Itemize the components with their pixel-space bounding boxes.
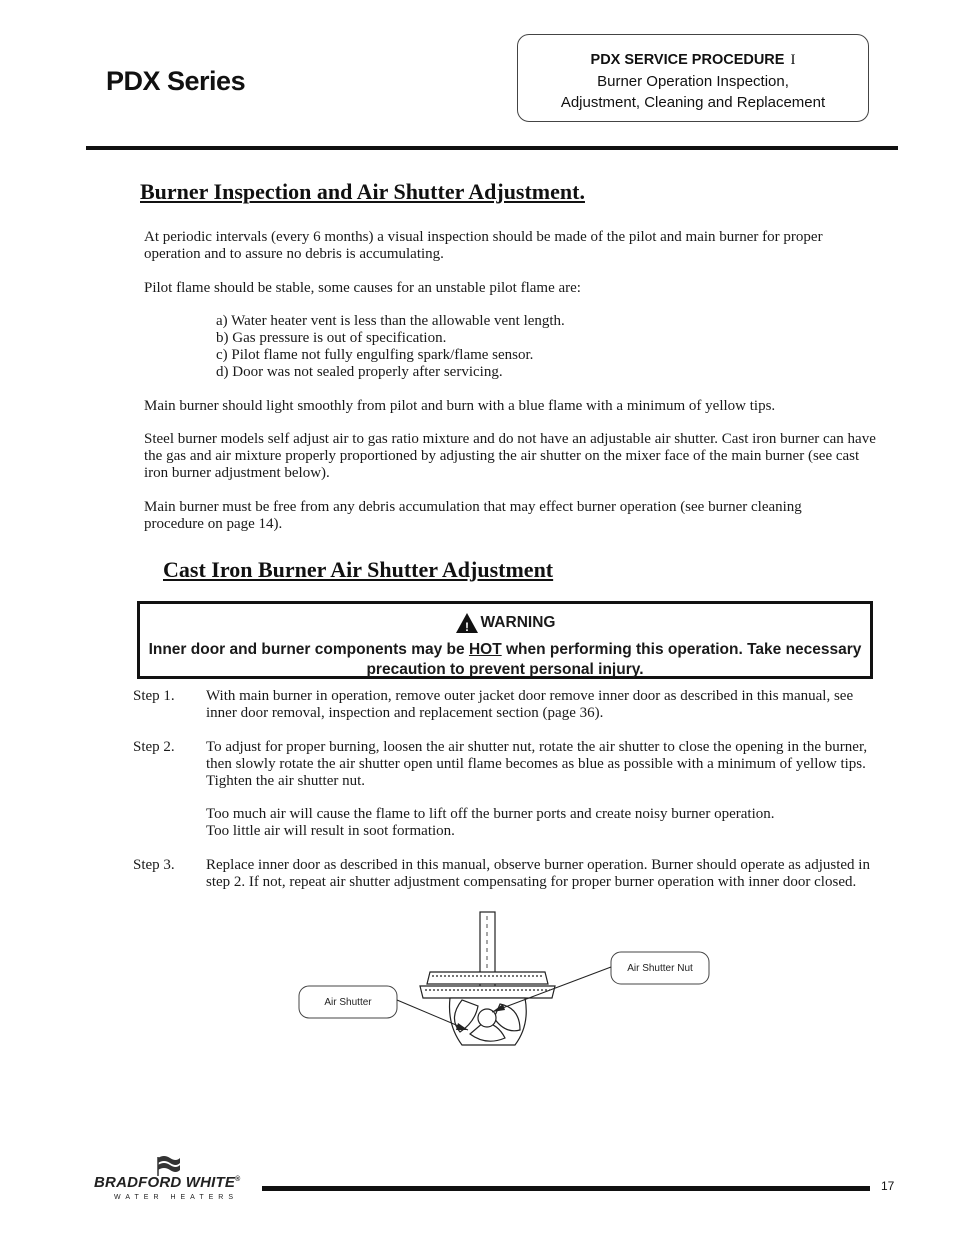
brand-name: BRADFORD WHITE® bbox=[94, 1174, 241, 1191]
step-label: Step 1. bbox=[133, 688, 175, 704]
procedure-box bbox=[517, 34, 869, 122]
warning-text-after: when performing this operation. Take necessary precaution to prevent personal injury. bbox=[366, 641, 862, 678]
header-rule bbox=[86, 146, 898, 150]
burner-drawing bbox=[420, 912, 555, 1045]
paragraph-debris: Main burner must be free from any debris accumulation that may effect burner operation (see burner cleaning procedure on page 14). bbox=[144, 499, 802, 532]
procedure-line1: Burner Operation Inspection, bbox=[597, 73, 789, 90]
paragraph-pilot: Pilot flame should be stable, some causes for an unstable pilot flame are: bbox=[144, 280, 581, 296]
section-heading-inspection: Burner Inspection and Air Shutter Adjustment. bbox=[140, 179, 585, 204]
step-label: Step 2. bbox=[133, 739, 175, 755]
procedure-line2: Adjustment, Cleaning and Replacement bbox=[560, 94, 826, 111]
warning-triangle-icon bbox=[455, 612, 479, 634]
step-label: Step 3. bbox=[133, 857, 175, 873]
warning-title: WARNING bbox=[480, 614, 556, 631]
paragraph-periodic: At periodic intervals (every 6 months) a visual inspection should be made of the pilot and main burner for proper operation and to assure no debris is accumulating. bbox=[144, 229, 823, 262]
list-item: d) Door was not sealed properly after servicing. bbox=[216, 364, 503, 380]
procedure-roman: I bbox=[790, 52, 796, 68]
warning-box bbox=[137, 601, 873, 679]
list-item: b) Gas pressure is out of specification. bbox=[216, 330, 447, 346]
list-item: a) Water heater vent is less than the allowable vent length. bbox=[216, 313, 565, 329]
warning-header bbox=[455, 612, 556, 634]
series-title: PDX Series bbox=[106, 66, 246, 96]
step-text: To adjust for proper burning, loosen the air shutter nut, rotate the air shutter to close the opening in the burner, then slowly rotate the air shutter open until flame becomes as blue as possible with a minimum of yellow tips. Tighten the air shutter nut. bbox=[206, 739, 868, 789]
page-number: 17 bbox=[881, 1179, 895, 1193]
label-air-shutter-nut: Air Shutter Nut bbox=[627, 963, 693, 974]
flag-logo-icon bbox=[156, 1154, 182, 1176]
warning-icon-mark: ! bbox=[464, 620, 469, 634]
step-note: Too little air will result in soot formation. bbox=[206, 823, 455, 839]
warning-hot: HOT bbox=[468, 641, 502, 658]
paragraph-main-burner: Main burner should light smoothly from pilot and burn with a blue flame with a minimum of yellow tips. bbox=[144, 398, 776, 414]
section-heading-cast-iron: Cast Iron Burner Air Shutter Adjustment bbox=[163, 557, 554, 582]
bradford-white-logo bbox=[94, 1154, 254, 1204]
procedure-title: PDX SERVICE PROCEDURE bbox=[590, 52, 785, 68]
step-text: Replace inner door as described in this manual, observe burner operation. Burner should operate as adjusted in step 2. If not, repeat air shutter adjustment compensating for proper burner operation with inner door closed. bbox=[206, 857, 870, 890]
label-air-shutter: Air Shutter bbox=[324, 997, 372, 1008]
list-item: c) Pilot flame not fully engulfing spark/flame sensor. bbox=[216, 347, 534, 363]
procedure-title-line bbox=[518, 49, 868, 71]
burner-diagram bbox=[0, 900, 954, 1060]
footer-rule bbox=[262, 1186, 870, 1191]
paragraph-steel-burner: Steel burner models self adjust air to gas ratio mixture and do not have an adjustable air shutter. Cast iron burner can have the gas and air mixture properly proportioned by adjusting the air shutter on the mixer face of the main burner (see cast iron burner adjustment below). bbox=[144, 431, 876, 481]
step-text: With main burner in operation, remove outer jacket door remove inner door as described in this manual, see inner door removal, inspection and replacement section (page 36). bbox=[206, 688, 854, 721]
warning-text bbox=[140, 640, 870, 680]
step-note: Too much air will cause the flame to lift off the burner ports and create noisy burner operation. bbox=[206, 806, 775, 822]
warning-text-before: Inner door and burner components may be bbox=[148, 641, 469, 658]
brand-subtitle: WATER HEATERS bbox=[114, 1194, 238, 1201]
pilot-causes-list bbox=[216, 313, 565, 381]
